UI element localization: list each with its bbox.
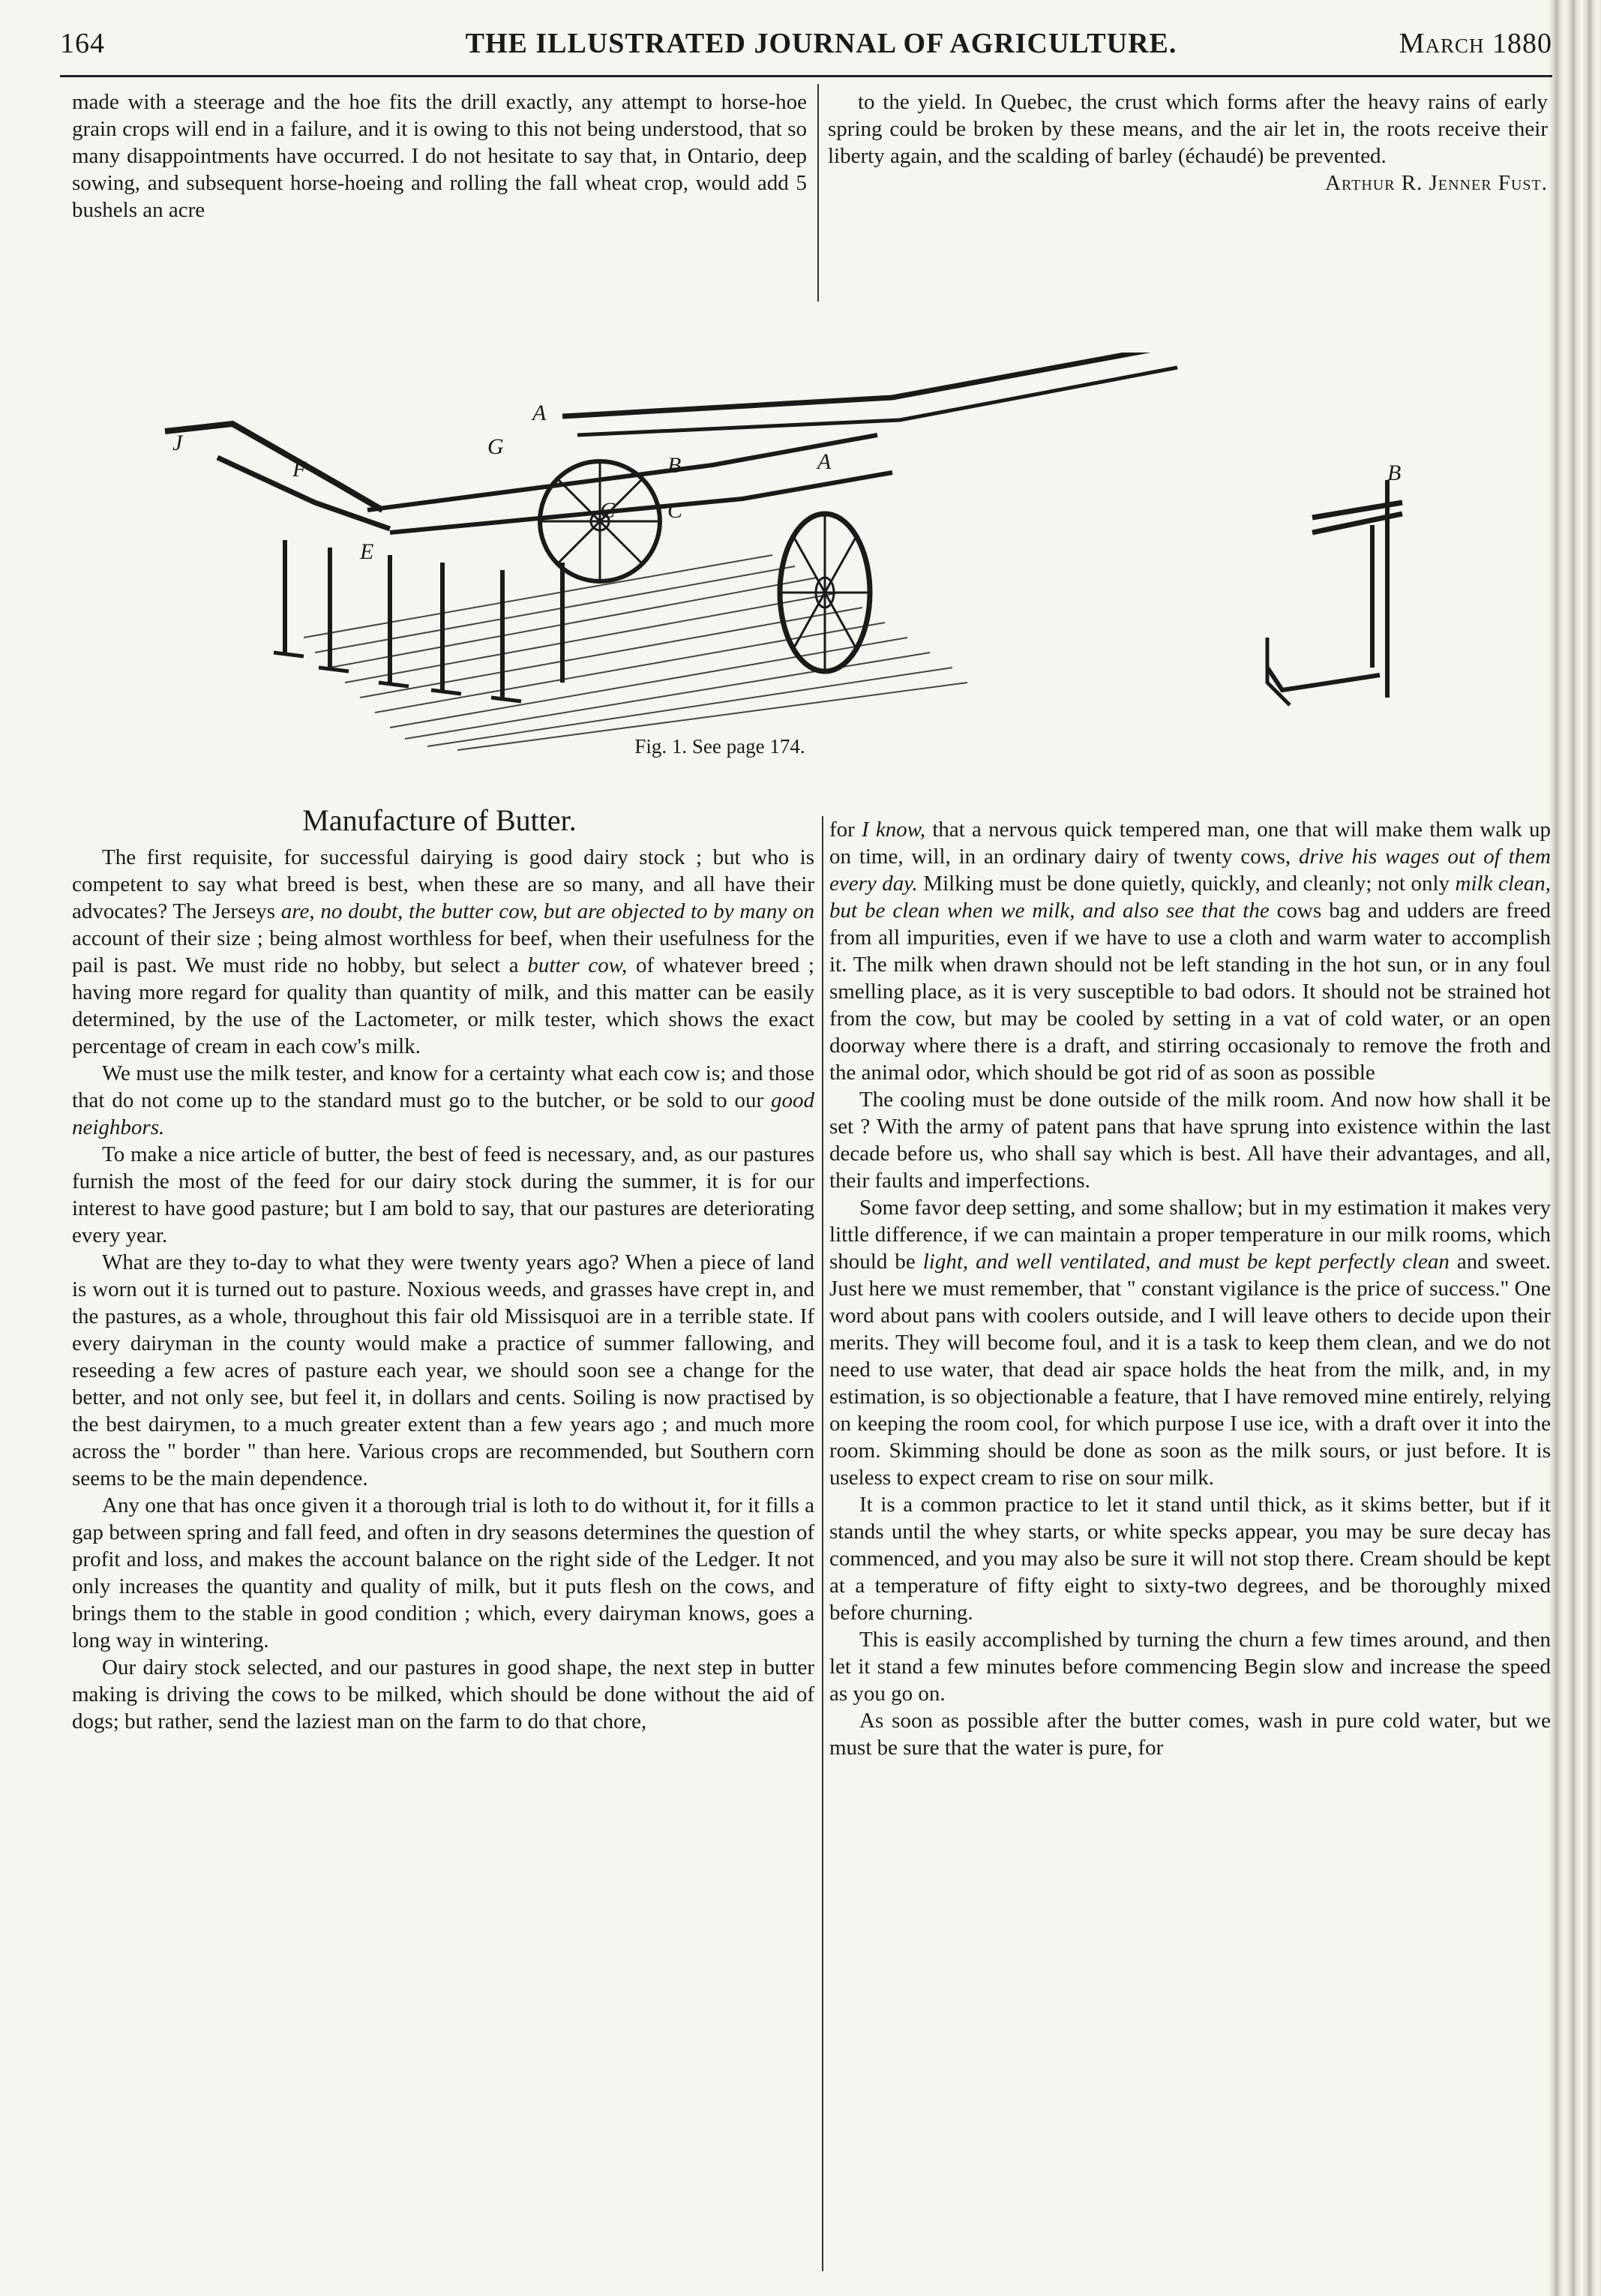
article-paragraph <box>72 1060 814 1141</box>
article-paragraph: The cooling must be done outside of the milk room. And now how shall it be set ? With the army of patent pans that have sprung into existence within the last decade before us, who shall say which is best. All have their advantages, and all, their faults and imperfections. <box>829 1088 1551 1193</box>
label-c-frame: C <box>667 498 683 523</box>
top-right-paragraph: to the yield. In Quebec, the crust which forms after the heavy rains of early spring could be broken by these means, and the air let in, the roots receive their liberty again, and the scalding of barley (échaudé) be prevented. <box>828 90 1548 168</box>
italic-run: I know, <box>862 818 926 842</box>
top-column-divider <box>817 84 819 302</box>
article-paragraph: To make a nice article of butter, the best of feed is necessary, and, as our pastures furnish the most of the feed for our dairy stock during the summer, it is for our interest to have good pasture; but I am bold to say, that our pastures are deteriorating every year. <box>72 1142 814 1247</box>
article-title: Manufacture of Butter. <box>302 803 577 837</box>
article-paragraph: This is easily accomplished by turning the churn a few times around, and then let it stand a few minutes before commencing Begin slow and increase the speed as you go on. <box>829 1628 1551 1706</box>
text-run: for <box>829 818 862 842</box>
top-right-column <box>828 89 1548 197</box>
article-right-column <box>829 816 1551 1761</box>
label-b-left: B <box>667 453 682 478</box>
text-run: that a nervous quick tempered man, one that will make them walk up on time, will, in an ordinary dairy of twenty cows, <box>829 818 1551 869</box>
text-run: Milking must be done quietly, quickly, and cleanly; not only <box>917 872 1456 896</box>
label-c-wheel: C <box>600 498 616 523</box>
figure-caption: Fig. 1. See page 174. <box>634 735 805 758</box>
label-a-right: A <box>817 449 832 474</box>
issue-date: March 1880 <box>1399 28 1552 59</box>
article-paragraph: What are they to-day to what they were twenty years ago? When a piece of land is worn out it is turned out to pasture. Noxious weeds, and grasses have crept in, and the pastures, as a whole, throughout this fair old Missisquoi are in a terrible state. If every dairyman in the county would make a practice of summer fallowing, and reseeding a few acres of pasture each year, we should soon see a change for the better, and not only see, but feel it, in dollars and cents. Soiling is now practised by the best dairymen, to a much greater extent than a few years ago ; and much more across the " border " than here. Various crops are recommended, but Southern corn seems to be the main dependence. <box>72 1250 814 1490</box>
italic-run: are, no doubt, the butter cow, but are objected to by many on <box>280 899 814 923</box>
text-run: of whatever breed ; having more regard for quality than quantity of milk, and this matter can be easily determined, by the use of the Lactometer, or milk tester, which shows the exact percentage of cream in each cow's milk. <box>72 953 814 1058</box>
text-run: account of their size ; being almost worthless for beef, when their usefulness for the pail is past. We must ride no hobby, but select a <box>72 926 814 977</box>
label-g: G <box>487 434 504 459</box>
horse-hoe-drawing <box>142 353 1492 758</box>
journal-title: THE ILLUSTRATED JOURNAL OF AGRICULTURE. <box>465 28 1177 59</box>
article-paragraph <box>72 844 814 1060</box>
label-e: E <box>360 539 374 564</box>
text-run: and sweet. Just here we must remember, that " constant vigilance is the price of success." One word about pans with coolers outside, and I will leave others to decide upon their merits. They will become foul, and it is a task to keep them clean, and we do not need to use water, that dead air space holds the heat from the milk, and, in my estimation, is so objectionable a feature, that I have removed mine entirely, relying on keeping the room cool, for which purpose I use ice, with a draft over it into the room. Skimming should be done as soon as the milk sours, or just before. It is useless to expect cream to rise on sour milk. <box>829 1250 1552 1490</box>
text-run: The first requisite, for successful dairying is good dairy stock ; but who is competent to say what breed is best, when these are so many, and all have their advocates? The Jerseys <box>72 845 814 923</box>
top-left-paragraph: made with a steerage and the hoe fits the drill exactly, any attempt to horse-hoe grain crops will end in a failure, and it is owing to this not being understood, that so many disappointments have occurred. I do not hesitate to say that, in Ontario, deep sowing, and subsequent horse-hoeing and rolling the fall wheat crop, would add 5 bushels an acre <box>72 90 807 222</box>
top-left-column <box>72 89 807 224</box>
italic-run: good neighbors. <box>72 1088 814 1139</box>
page-header <box>60 27 1552 72</box>
horse-hoe-illustration <box>142 353 1492 758</box>
italic-run: milk clean, but be clean when we milk, and also see that the <box>829 872 1552 923</box>
italic-run: light, and well ventilated, and must be kept perfectly clean <box>922 1250 1450 1274</box>
text-run: Some favor deep setting, and some shallow; but in my estimation it makes very little difference, if we can maintain a proper temperature in our milk rooms, which should be <box>829 1196 1551 1274</box>
header-rule <box>60 75 1552 77</box>
label-f: F <box>292 457 307 482</box>
text-run: cows bag and udders are freed from all impurities, even if we have to use a cloth and warm water to accomplish it. The milk when drawn should not be left standing in the hot sun, or in any foul smelling place, as it is very susceptible to bad odors. It should not be strained hot from the cow, but may be cooled by setting in a vat of cold water, or an open doorway where there is a draft, and stirring occasionaly to remove the froth and the animal odor, which should be got rid of as soon as possible <box>829 899 1551 1085</box>
article-paragraph: As soon as possible after the butter comes, wash in pure cold water, but we must be sure that the water is pure, for <box>829 1709 1551 1760</box>
article-left-column <box>72 844 814 1735</box>
italic-run: drive his wages out of them every day. <box>829 845 1551 896</box>
article-paragraph: Any one that has once given it a thorough trial is loth to do without it, for it fills a gap between spring and fall feed, and often in dry seasons determines the question of profit and loss, and makes the account balance on the right side of the Ledger. It not only increases the quantity and quality of milk, but it puts flesh on the cows, and brings them to the stable in good condition ; which, every dairyman knows, goes a long way in wintering. <box>72 1493 814 1652</box>
text-run: We must use the milk tester, and know for a certainty what each cow is; and those that do not come up to the standard must go to the butcher, or be sold to our <box>72 1061 814 1112</box>
article-paragraph: Our dairy stock selected, and our pastures in good shape, the next step in butter making is driving the cows to be milked, which should be done without the aid of dogs; but rather, send the laziest man on the farm to do that chore, <box>72 1655 814 1733</box>
article-paragraph: It is a common practice to let it stand until thick, as it skims better, but if it stands until the whey starts, or white specks appear, you may be sure decay has commenced, and you may also be sure it will not stop there. Cream should be kept at a temperature of fifty eight to sixty-two degrees, and be thoroughly mixed before churning. <box>829 1493 1551 1625</box>
label-a-left: A <box>532 401 547 425</box>
main-column-divider <box>822 816 823 2271</box>
article-paragraph <box>829 1194 1551 1491</box>
article-paragraph <box>829 816 1551 1086</box>
page-edge-shadow <box>1549 0 1601 2296</box>
label-b-right: B <box>1387 461 1402 485</box>
page-number: 164 <box>60 28 105 59</box>
italic-run: butter cow, <box>527 953 628 977</box>
author-signature: Arthur R. Jenner Fust. <box>1325 171 1548 195</box>
label-j: J <box>172 431 183 455</box>
